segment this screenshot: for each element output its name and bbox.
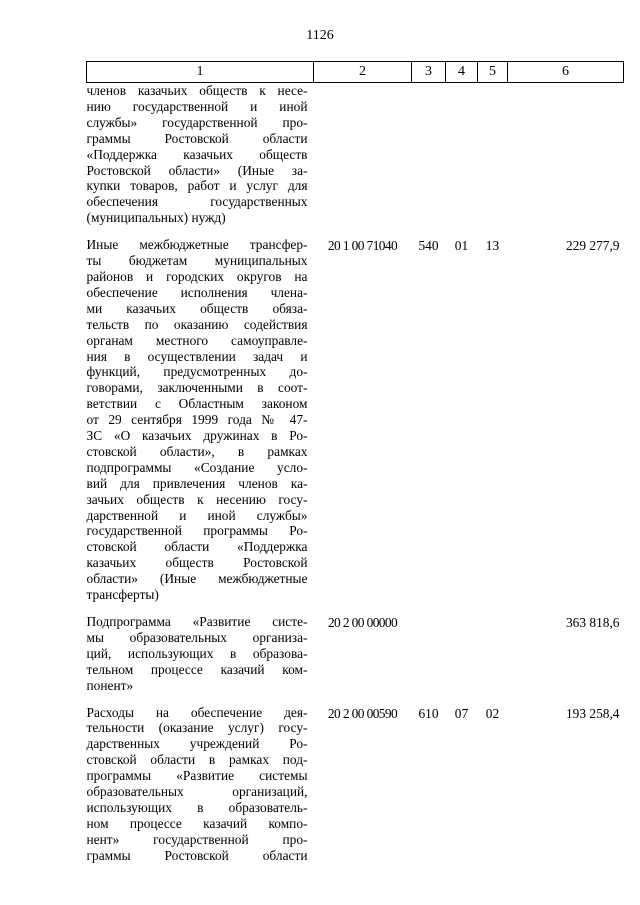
description-line: обеспечение исполнения члена- xyxy=(86,284,308,300)
description-line: ми казачьих обществ обяза- xyxy=(86,300,308,316)
subsection-code xyxy=(478,614,508,705)
amount-value: 193 258,4 xyxy=(565,705,620,721)
table-row xyxy=(87,705,624,875)
column-header: 1 xyxy=(87,62,314,83)
description-line: нию государственной и иной xyxy=(86,98,308,114)
description-line: использующих в образователь- xyxy=(86,799,308,815)
description-line: ты бюджетам муниципальных xyxy=(86,253,308,269)
column-number-header xyxy=(87,62,624,83)
description-line: ном процессе казачий компо- xyxy=(86,815,308,831)
description-line: Подпрограмма «Развитие систе- xyxy=(86,614,308,629)
description-line: граммы Ростовской области xyxy=(86,130,308,146)
section-code xyxy=(446,614,478,705)
amount-value xyxy=(508,83,624,238)
section-code xyxy=(446,83,478,238)
table-row xyxy=(87,237,624,614)
description-line: стовской области «Поддержка xyxy=(86,539,308,555)
description-line: граммы Ростовской области xyxy=(86,847,308,863)
description-line: мы образовательных организа- xyxy=(86,629,308,645)
description-line: органам местного самоуправле- xyxy=(86,332,308,348)
description-line: образовательных организаций, xyxy=(86,784,308,800)
description-line: нент» государственной про- xyxy=(86,831,308,847)
description-line: подпрограммы «Создание усло- xyxy=(86,459,308,475)
expense-type-code: 610 xyxy=(418,705,439,721)
description-line: ния в осуществлении задач и xyxy=(86,348,308,364)
subsection-code: 02 xyxy=(485,705,500,721)
expense-type-code xyxy=(412,83,446,238)
description-line: трансферты) xyxy=(86,587,159,603)
section-code: 07 xyxy=(454,705,469,721)
target-article-code xyxy=(314,83,412,238)
description-line: ветствии с Областным законом xyxy=(86,396,308,412)
column-header: 6 xyxy=(508,62,624,83)
description-line: ций, использующих в образова- xyxy=(86,645,308,661)
row-description xyxy=(87,237,314,614)
column-header: 4 xyxy=(446,62,478,83)
description-line: стовской области в рамках под- xyxy=(86,752,308,768)
description-line: государственной программы Ро- xyxy=(86,523,308,539)
description-line: Ростовской области» (Иные за- xyxy=(86,162,308,178)
amount-value: 229 277,9 xyxy=(565,238,620,254)
description-line: дарственных учреждений Ро- xyxy=(86,736,308,752)
description-line: тельности (оказание услуг) госу- xyxy=(86,720,308,736)
column-header: 2 xyxy=(314,62,412,83)
description-line: службы» государственной про- xyxy=(86,114,308,130)
section-code: 01 xyxy=(454,238,469,254)
expense-type-code: 540 xyxy=(418,238,439,254)
subsection-code: 13 xyxy=(485,238,500,254)
target-article-code: 20 2 00 00000 xyxy=(327,615,398,630)
description-line: стовской области», в рамках xyxy=(86,443,308,459)
table-row xyxy=(87,83,624,238)
row-description xyxy=(87,83,314,238)
amount-value: 363 818,6 xyxy=(565,615,620,630)
target-article-code: 20 1 00 71040 xyxy=(327,238,398,254)
column-header: 3 xyxy=(412,62,446,83)
description-line: программы «Развитие системы xyxy=(86,768,308,784)
description-line: тельном процессе казачий ком- xyxy=(86,661,308,677)
description-line: тельств по оказанию содействия xyxy=(86,316,308,332)
expense-type-code xyxy=(412,614,446,705)
page-number: 1126 xyxy=(306,28,334,43)
description-line: вий для привлечения членов ка- xyxy=(86,475,308,491)
description-line: области» (Иные межбюджетные xyxy=(86,571,308,587)
description-line: (муниципальных) нужд) xyxy=(86,210,226,226)
description-line: говорами, заключенными в соот- xyxy=(86,380,308,396)
description-line: понент» xyxy=(86,677,134,693)
description-line: районов и городских округов на xyxy=(86,268,308,284)
row-description xyxy=(87,614,314,705)
row-description xyxy=(87,705,314,875)
description-line: функций, предусмотренных до- xyxy=(86,364,308,380)
description-line: зачьих обществ к несению госу- xyxy=(86,491,308,507)
target-article-code: 20 2 00 00590 xyxy=(327,705,398,721)
description-line: ЗС «О казачьих дружинах в Ро- xyxy=(86,428,308,444)
description-line: Иные межбюджетные трансфер- xyxy=(86,237,308,253)
table-row xyxy=(87,614,624,705)
description-line: Расходы на обеспечение дея- xyxy=(86,704,308,720)
description-line: дарственной и иной службы» xyxy=(86,507,308,523)
budget-table xyxy=(86,61,624,875)
description-line: членов казачьих обществ к несе- xyxy=(86,83,308,98)
description-line: от 29 сентября 1999 года № 47- xyxy=(86,412,308,428)
column-header: 5 xyxy=(478,62,508,83)
description-line: «Поддержка казачьих обществ xyxy=(86,146,308,162)
subsection-code xyxy=(478,83,508,238)
description-line: купки товаров, работ и услуг для xyxy=(86,178,308,194)
description-line: обеспечения государственных xyxy=(86,194,308,210)
description-line: казачьих обществ Ростовской xyxy=(86,555,308,571)
